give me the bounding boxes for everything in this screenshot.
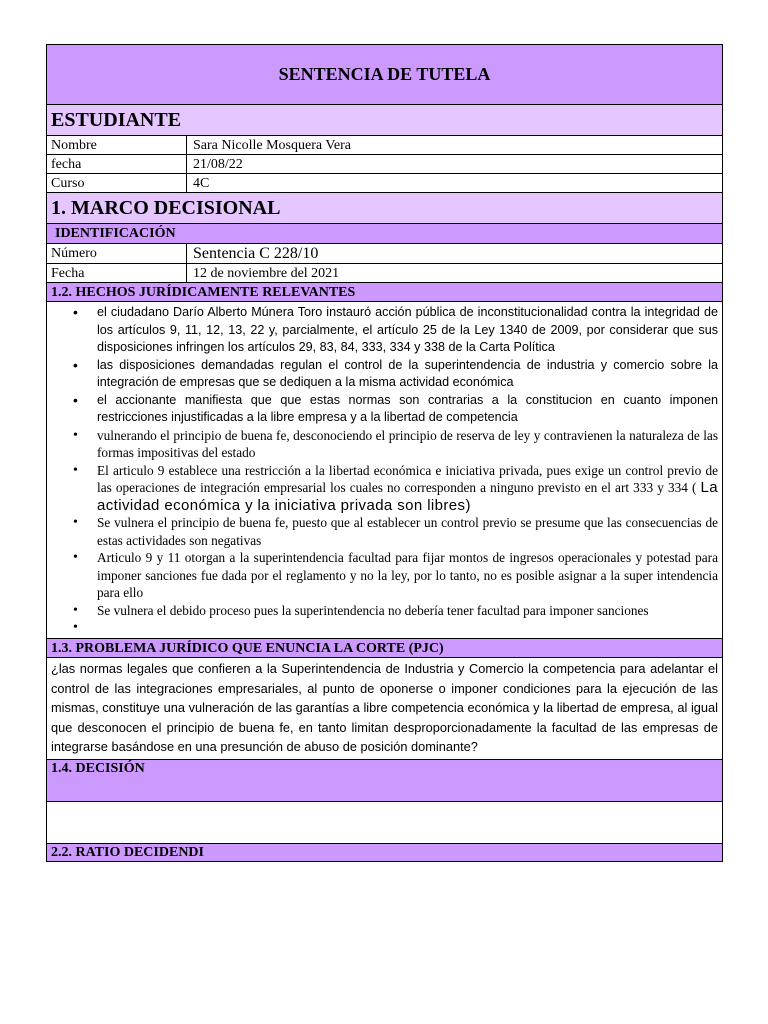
list-item: • Se vulnera el debido proceso pues la superintendencia no debería tener facultad para imponer sanciones [97, 602, 718, 620]
tutela-form [46, 44, 723, 862]
numero-row [47, 244, 722, 264]
list-item: • las disposiciones demandadas regulan el control de la superintendencia de industria y comercio sobre la integración de empresas que se dediquen a la misma actividad económica [97, 357, 718, 392]
pjc-heading: 1.3. PROBLEMA JURÍDICO QUE ENUNCIA LA CORTE (PJC) [47, 639, 722, 658]
numero-value: Sentencia C 228/10 [193, 245, 319, 262]
list-item: • Articulo 9 y 11 otorgan a la superintendencia facultad para fijar montos de ingresos operacionales y potestad para imponer sanciones fue dada por el reglamento y no la ley, por lo tanto, no es posible asignar a la super intendencia para ello [97, 549, 718, 602]
list-item [97, 462, 718, 515]
fecha-value: 21/08/22 [193, 157, 243, 172]
list-item: • el ciudadano Darío Alberto Múnera Toro instauró acción pública de inconstitucionalidad contra la integridad de los artículos 9, 11, 12, 13, 22 y, parcialmente, el artículo 25 de la Ley 1340 de 2009, por considerar que sus disposiciones infringen los artículos 29, 83, 84, 333, 334 y 338 de la Carta Política [97, 304, 718, 357]
list-item-text: El articulo 9 establece una restricción a la libertad económica e iniciativa privada, pues exige un control previo de las operaciones de integración empresarial los cuales no corresponden a ninguno previsto en el art 333 y 334 ( [97, 462, 718, 495]
fecha-sentencia-value: 12 de noviembre del 2021 [193, 266, 340, 281]
curso-label: Curso [47, 174, 187, 192]
ratio-decidendi-heading: 2.2. RATIO DECIDENDI [47, 844, 722, 861]
hechos-list [47, 302, 722, 638]
decision-heading: 1.4. DECISIÓN [47, 760, 722, 802]
marco-decisional-heading: 1. MARCO DECISIONAL [47, 193, 722, 224]
list-item: • el accionante manifiesta que que estas normas son contrarias a la constitucion en cuanto imponen restricciones injustificadas a la libre empresa y a la libertad de competencia [97, 392, 718, 427]
document-title: SENTENCIA DE TUTELA [47, 45, 722, 105]
decision-content [47, 802, 722, 844]
fecha-sentencia-label: Fecha [47, 264, 187, 282]
list-item-empty [97, 619, 718, 636]
pjc-text: ¿las normas legales que confieren a la Superintendencia de Industria y Comercio la competencia para adelantar el control de las integraciones empresariales, al punto de oponerse o imponer condiciones para la ejecución de las mismas, constituye una vulneración de las garantías a libre competencia económica y la libertad de empresa, al igual que desconocen el principio de buena fe, en tanto limitan desproporcionadamente la facultad de las empresas de integrarse basándose en una presunción de abuso de posición dominante? [47, 658, 722, 760]
estudiante-heading: ESTUDIANTE [47, 105, 722, 136]
fecha-label: fecha [47, 155, 187, 173]
estudiante-row-fecha [47, 155, 722, 174]
list-item-tail: La actividad económica y la iniciativa privada son libres) [97, 479, 718, 514]
fecha-sentencia-row [47, 264, 722, 283]
nombre-value: Sara Nicolle Mosquera Vera [193, 138, 351, 153]
curso-value: 4C [193, 176, 210, 191]
list-item: • Se vulnera el principio de buena fe, puesto que al establecer un control previo se presume que las consecuencias de estas actividades son negativas [97, 514, 718, 549]
numero-label: Número [47, 244, 187, 263]
hechos-heading: 1.2. HECHOS JURÍDICAMENTE RELEVANTES [47, 283, 722, 302]
list-item: • vulnerando el principio de buena fe, desconociendo el principio de reserva de ley y contravienen la naturaleza de las formas impositivas del estado [97, 427, 718, 462]
hechos-list-container [47, 302, 722, 639]
estudiante-row-curso [47, 174, 722, 193]
estudiante-row-nombre [47, 136, 722, 155]
identificacion-heading: IDENTIFICACIÓN [47, 224, 722, 244]
nombre-label: Nombre [47, 136, 187, 154]
